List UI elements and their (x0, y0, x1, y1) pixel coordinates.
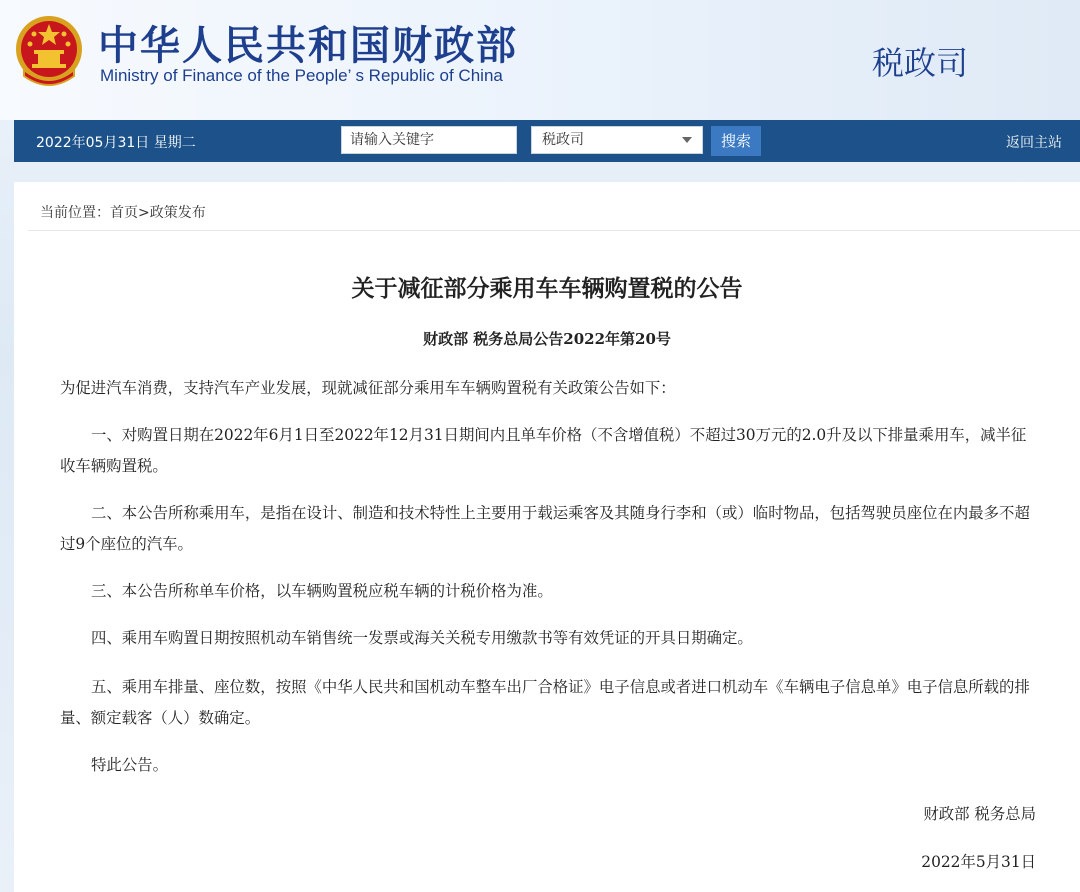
site-title-en: Ministry of Finance of the People’ s Republic of China (100, 66, 503, 85)
search-input[interactable]: 请输入关键字 (341, 126, 517, 154)
article-title: 关于减征部分乘用车车辆购置税的公告 (351, 276, 743, 302)
article-item-5: 五、乘用车排量、座位数，按照《中华人民共和国机动车整车出厂合格证》电子信息或者进口机动车《车辆电子信息单》电子信息所载的排量、额定载客（人）数确定。 (60, 678, 1030, 727)
department-select-value: 税政司 (542, 132, 584, 148)
chevron-down-icon (682, 137, 692, 143)
article-closing: 特此公告。 (91, 756, 168, 774)
article-item-4: 四、乘用车购置日期按照机动车销售统一发票或海关关税专用缴款书等有效凭证的开具日期确定。 (91, 629, 753, 647)
national-emblem-icon (14, 14, 84, 88)
article-date: 2022年5月31日 (921, 853, 1036, 871)
article-number: 财政部 税务总局公告2022年第20号 (423, 330, 671, 348)
article-intro: 为促进汽车消费，支持汽车产业发展，现就减征部分乘用车车辆购置税有关政策公告如下： (60, 379, 676, 397)
article-signature: 财政部 税务总局 (923, 805, 1036, 823)
department-name: 税政司 (872, 44, 969, 82)
content-panel (14, 182, 1080, 892)
article-item-1: 一、对购置日期在2022年6月1日至2022年12月31日期间内且单车价格（不含增值税）不超过30万元的2.0升及以下排量乘用车，减半征收车辆购置税。 (60, 426, 1027, 475)
department-select[interactable] (531, 126, 703, 154)
current-date: 2022年05月31日 星期二 (36, 135, 196, 151)
breadcrumb: 当前位置：首页>政策发布 (40, 205, 206, 221)
home-link[interactable]: 返回主站 (1006, 135, 1062, 151)
site-header (0, 0, 1080, 120)
article-item-2: 二、本公告所称乘用车，是指在设计、制造和技术特性上主要用于载运乘客及其随身行李和（或）临时物品，包括驾驶员座位在内最多不超过9个座位的汽车。 (60, 504, 1030, 553)
site-title-cn: 中华人民共和国财政部 (98, 23, 518, 69)
nav-bar (14, 120, 1080, 162)
article-item-3: 三、本公告所称单车价格，以车辆购置税应税车辆的计税价格为准。 (91, 582, 553, 600)
breadcrumb-divider (28, 230, 1080, 231)
search-button[interactable]: 搜索 (711, 126, 761, 156)
